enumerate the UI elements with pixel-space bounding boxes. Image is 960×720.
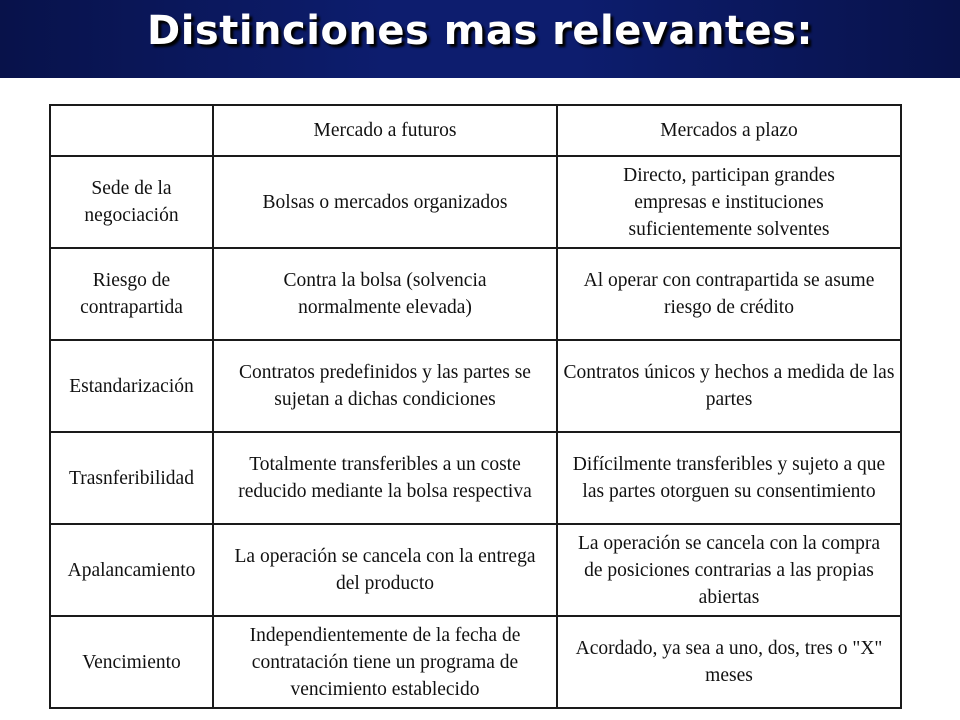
cell-futuros: Bolsas o mercados organizados <box>213 156 557 248</box>
row-label: Apalancamiento <box>50 524 213 616</box>
cell-futuros: Totalmente transferibles a un coste reducido mediante la bolsa respectiva <box>213 432 557 524</box>
cell-futuros: Independientemente de la fecha de contratación tiene un programa de vencimiento establecido <box>213 616 557 708</box>
table-header-row <box>50 105 901 156</box>
corner-cell <box>50 105 213 156</box>
cell-plazo: Difícilmente transferibles y sujeto a que las partes otorguen su consentimiento <box>557 432 901 524</box>
row-label: Sede de la negociación <box>50 156 213 248</box>
cell-plazo: Contratos únicos y hechos a medida de las partes <box>557 340 901 432</box>
cell-futuros: La operación se cancela con la entrega del producto <box>213 524 557 616</box>
column-header-futuros: Mercado a futuros <box>213 105 557 156</box>
table-row <box>50 616 901 708</box>
row-label: Estandarización <box>50 340 213 432</box>
cell-plazo: Al operar con contrapartida se asume riesgo de crédito <box>557 248 901 340</box>
table-row <box>50 248 901 340</box>
cell-futuros: Contra la bolsa (solvencia normalmente elevada) <box>213 248 557 340</box>
row-label: Riesgo de contrapartida <box>50 248 213 340</box>
cell-plazo: La operación se cancela con la compra de posiciones contrarias a las propias abiertas <box>557 524 901 616</box>
column-header-plazo: Mercados a plazo <box>557 105 901 156</box>
table-row <box>50 156 901 248</box>
cell-plazo: Acordado, ya sea a uno, dos, tres o "X" meses <box>557 616 901 708</box>
table-row <box>50 340 901 432</box>
row-label: Trasnferibilidad <box>50 432 213 524</box>
table-row <box>50 524 901 616</box>
cell-futuros: Contratos predefinidos y las partes se sujetan a dichas condiciones <box>213 340 557 432</box>
slide-title: Distinciones mas relevantes: <box>147 8 813 54</box>
cell-plazo: Directo, participan grandes empresas e instituciones suficientemente solventes <box>557 156 901 248</box>
row-label: Vencimiento <box>50 616 213 708</box>
table-row <box>50 432 901 524</box>
comparison-table <box>49 104 902 709</box>
